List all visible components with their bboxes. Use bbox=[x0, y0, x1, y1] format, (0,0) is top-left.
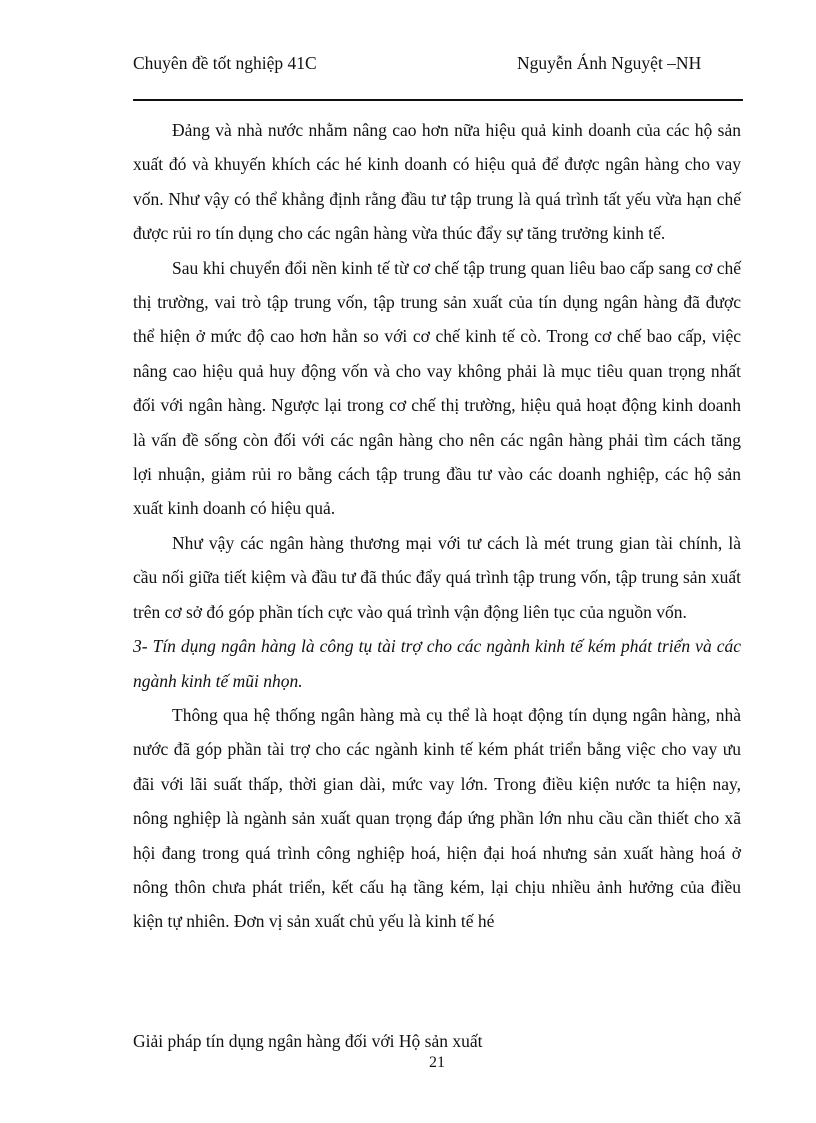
body-paragraph-2: Sau khi chuyển đổi nền kinh tế từ cơ chế tập trung quan liêu bao cấp sang cơ chế thị trường, vai trò tập trung vốn, tập trung sản xuất của tín dụng ngân hàng đã được thể hiện ở mức độ cao hơn hẳn so với cơ chế kinh tế cò. Trong cơ chế bao cấp, việc nâng cao hiệu quả huy động vốn và cho vay không phải là mục tiêu quan trọng nhất đối với ngân hàng. Ngược lại trong cơ chế thị trường, hiệu quả hoạt động kinh doanh là vấn đề sống còn đối với các ngân hàng cho nên các ngân hàng phải tìm cách tăng lợi nhuận, giảm rủi ro bằng cách tập trung đầu tư vào các doanh nghiệp, các hộ sản xuất kinh doanh có hiệu quả. bbox=[133, 257, 741, 519]
body-paragraph-4: Thông qua hệ thống ngân hàng mà cụ thể là hoạt động tín dụng ngân hàng, nhà nước đã góp phần tài trợ cho các ngành kinh tế kém phát triển bằng việc cho vay ưu đãi với lãi suất thấp, thời gian dài, mức vay lớn. Trong điều kiện nước ta hiện nay, nông nghiệp là ngành sản xuất quan trọng đáp ứng phần lớn nhu cầu cần thiết cho xã hội đang trong quá trình công nghiệp hoá, hiện đại hoá nhưng sản xuất hàng hoá ở nông thôn chưa phát triển, kết cấu hạ tầng kém, lại chịu nhiều ảnh hưởng của điều kiện tự nhiên. Đơn vị sản xuất chủ yếu là kinh tế hé bbox=[133, 704, 741, 932]
page-header bbox=[133, 52, 743, 100]
header-divider bbox=[133, 99, 743, 101]
footer-document-title: Giải pháp tín dụng ngân hàng đối với Hộ sản xuất bbox=[133, 1031, 483, 1051]
page-body bbox=[133, 113, 741, 939]
body-paragraph-3: Như vậy các ngân hàng thương mại với tư cách là mét trung gian tài chính, là cầu nối giữa tiết kiệm và đầu tư đã thúc đẩy quá trình tập trung vốn, tập trung sản xuất trên cơ sở đó góp phần tích cực vào quá trình vận động liên tục của nguồn vốn. bbox=[133, 532, 741, 622]
body-paragraph-1: Đảng và nhà nước nhằm nâng cao hơn nữa hiệu quả kinh doanh của các hộ sản xuất đó và khuyến khích các hé kinh doanh có hiệu quả để được ngân hàng cho vay vốn. Như vậy có thể khẳng định rằng đầu tư tập trung là quá trình tất yếu vừa hạn chế được rủi ro tín dụng cho các ngân hàng vừa thúc đẩy sự tăng trưởng kinh tế. bbox=[133, 120, 741, 244]
header-document-type: Chuyên đề tốt nghiệp 41C bbox=[133, 53, 317, 73]
section-heading: 3- Tín dụng ngân hàng là công tụ tài trợ cho các ngành kinh tế kém phát triển và các ngành kinh tế mũi nhọn. bbox=[133, 636, 741, 691]
page-number: 21 bbox=[429, 1054, 445, 1071]
header-author: Nguyễn Ánh Nguyệt –NH bbox=[517, 53, 702, 73]
